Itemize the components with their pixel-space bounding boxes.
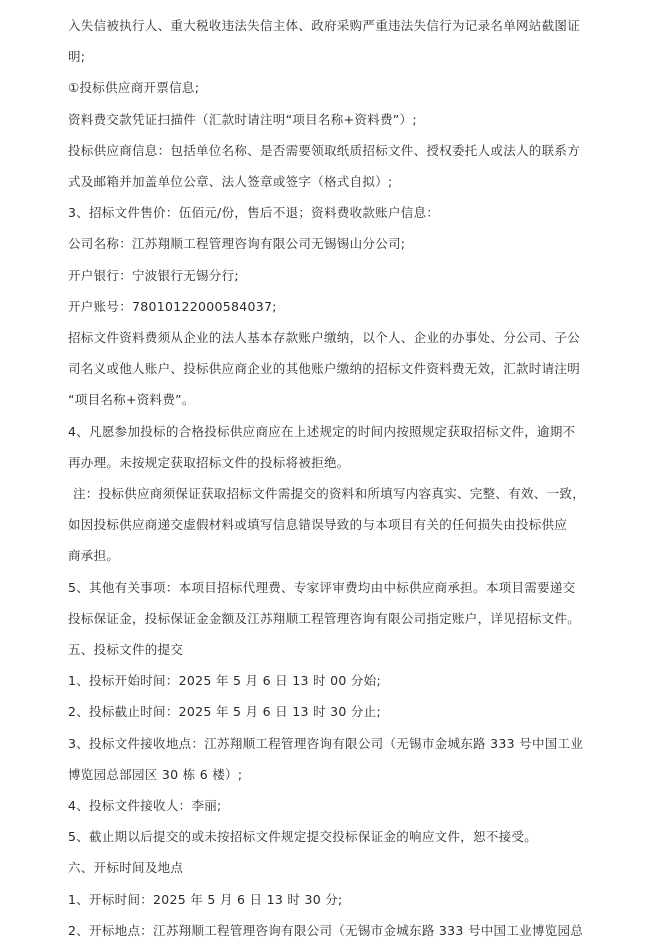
paragraph xyxy=(68,821,626,852)
text-line: ①投标供应商开票信息; xyxy=(68,80,200,96)
text-line: 3、投标文件接收地点：江苏翔顺工程管理咨询有限公司（无锡市金城东路 333 号中国工业 xyxy=(68,735,584,751)
text-line: 开户账号：78010122000584037; xyxy=(68,298,277,314)
paragraph xyxy=(68,790,626,821)
paragraph xyxy=(68,728,626,790)
text-line: 六、开标时间及地点 xyxy=(68,860,184,876)
text-line: 注：投标供应商须保证获取招标文件需提交的资料和所填写内容真实、完整、有效、一致， xyxy=(73,486,586,502)
text-line: 1、开标时间：2025 年 5 月 6 日 13 时 30 分; xyxy=(68,891,343,907)
paragraph xyxy=(68,260,626,291)
text-line: 1、投标开始时间：2025 年 5 月 6 日 13 时 00 分始; xyxy=(68,673,381,689)
text-line: 4、凡愿参加投标的合格投标供应商应在上述规定的时间内按照规定获取招标文件，逾期不 xyxy=(68,423,576,439)
text-line: 开户银行：宁波银行无锡分行; xyxy=(68,267,239,283)
text-line: 公司名称：江苏翔顺工程管理咨询有限公司无锡锡山分公司; xyxy=(68,236,406,252)
paragraph xyxy=(68,572,626,634)
paragraph xyxy=(68,10,626,72)
text-line: 如因投标供应商递交虚假材料或填写信息错误导致的与本项目有关的任何损失由投标供应 xyxy=(68,517,568,533)
text-line: 2、投标截止时间：2025 年 5 月 6 日 13 时 30 分止; xyxy=(68,704,381,720)
text-line: 明; xyxy=(68,49,86,65)
paragraph xyxy=(68,634,626,665)
paragraph xyxy=(68,197,626,228)
text-line: 招标文件资料费须从企业的法人基本存款账户缴纳，以个人、企业的办事处、分公司、子公 xyxy=(68,330,581,346)
paragraph xyxy=(68,228,626,259)
text-line: 五、投标文件的提交 xyxy=(68,642,184,658)
text-line: 再办理。未按规定获取招标文件的投标将被拒绝。 xyxy=(68,454,350,470)
paragraph xyxy=(68,884,626,915)
text-line: 式及邮箱并加盖单位公章、法人签章或签字（格式自拟）; xyxy=(68,174,393,190)
text-line: 5、其他有关事项：本项目招标代理费、专家评审费均由中标供应商承担。本项目需要递交 xyxy=(68,579,576,595)
paragraph xyxy=(68,665,626,696)
text-line: 商承担。 xyxy=(68,548,120,564)
paragraph xyxy=(68,322,626,416)
text-line: 3、招标文件售价：伍佰元/份，售后不退；资料费收款账户信息： xyxy=(68,205,440,221)
text-line: “项目名称+资料费”。 xyxy=(68,392,195,408)
paragraph xyxy=(68,104,626,135)
paragraph xyxy=(68,416,626,478)
text-line: 投标保证金，投标保证金金额及江苏翔顺工程管理咨询有限公司指定账户，详见招标文件。 xyxy=(68,610,581,626)
paragraph xyxy=(68,291,626,322)
paragraph xyxy=(68,135,626,197)
text-line: 入失信被执行人、重大税收违法失信主体、政府采购严重违法失信行为记录名单网站截图证 xyxy=(68,18,581,33)
paragraph xyxy=(68,696,626,727)
text-line: 4、投标文件接收人：李丽; xyxy=(68,798,222,814)
paragraph xyxy=(68,852,626,883)
paragraph xyxy=(68,915,626,946)
text-line: 司名义或他人账户、投标供应商企业的其他账户缴纳的招标文件资料费无效，汇款时请注明 xyxy=(68,361,581,377)
text-line: 资料费交款凭证扫描件（汇款时请注明“项目名称+资料费”）; xyxy=(68,111,417,127)
text-line: 2、开标地点：江苏翔顺工程管理咨询有限公司（无锡市金城东路 333 号中国工业博览园总 xyxy=(68,922,584,938)
text-line: 博览园总部园区 30 栋 6 楼）; xyxy=(68,766,243,782)
paragraph xyxy=(68,478,626,572)
text-line: 投标供应商信息：包括单位名称、是否需要领取纸质招标文件、授权委托人或法人的联系方 xyxy=(68,142,581,158)
paragraph xyxy=(68,72,626,103)
text-line: 5、截止期以后提交的或未按招标文件规定提交投标保证金的响应文件，恕不接受。 xyxy=(68,829,538,845)
